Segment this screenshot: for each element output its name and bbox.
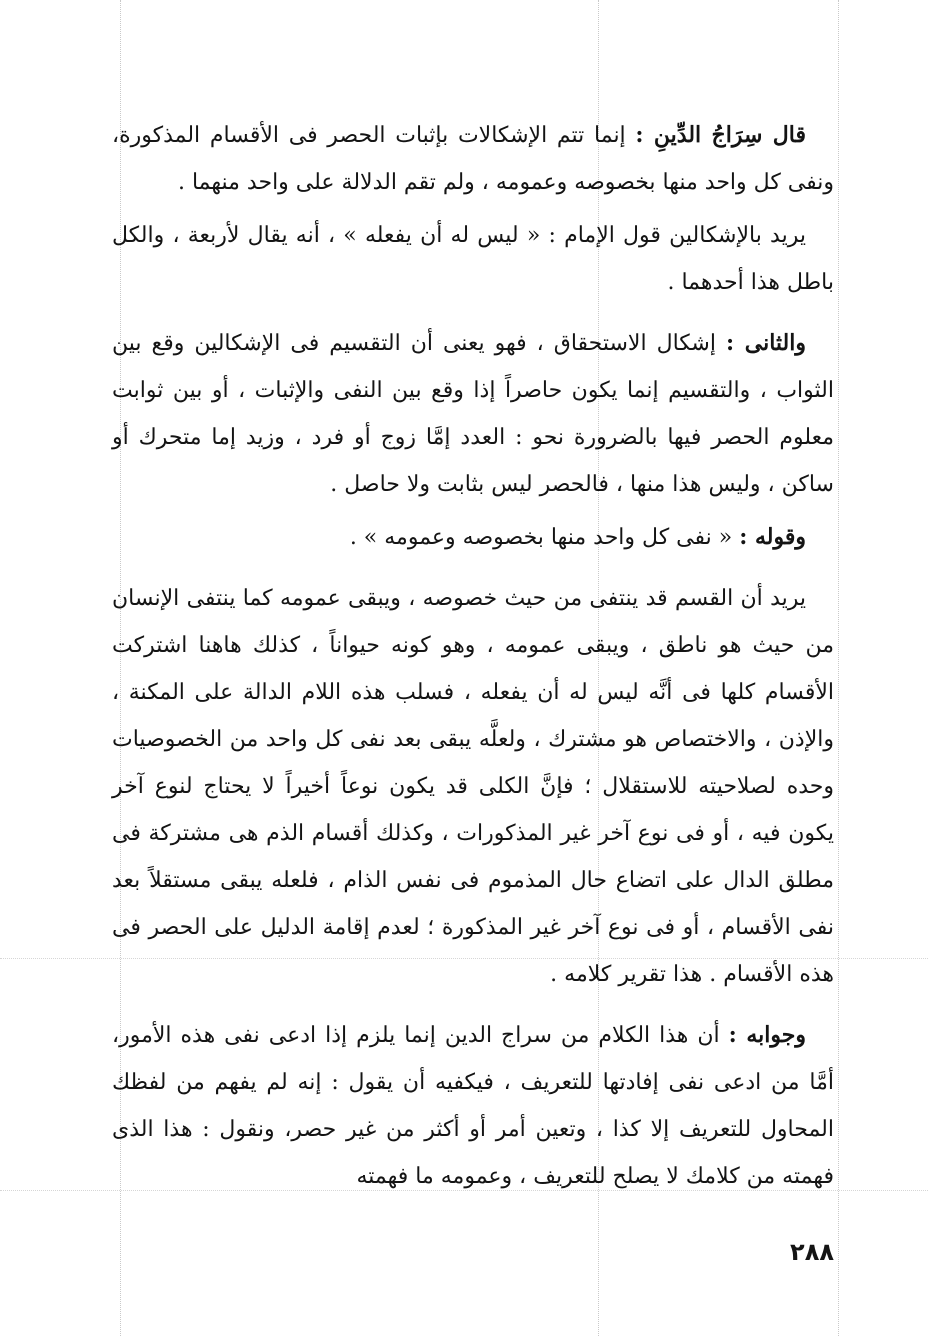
paragraph-text: أن هذا الكلام من سراج الدين إنما يلزم إذا ادعى نفى هذه الأمور، أمَّا من ادعى نفى إفادتها للتعريف ، فيكفيه أن يقول : إنه لم يفهم من لفظك المحاول للتعريف إلا كذا ، وتعين أمر أو أكثر من غير حصر، ونقول : هذا الذى فهمته من كلامك لا يصلح للتعريف ، وعمومه ما فهمته — [112, 1023, 834, 1189]
paragraph — [112, 320, 834, 508]
paragraph-text: إنما تتم الإشكالات بإثبات الحصر فى الأقسام المذكورة، ونفى كل واحد منها بخصوصه وعمومه ، ولم تقم الدلالة على واحد منهما . — [112, 123, 834, 195]
speaker-label: وقوله : — [739, 524, 806, 550]
paragraph — [112, 575, 834, 998]
page-number: ٢٨٨ — [790, 1238, 834, 1266]
speaker-label: والثانى : — [725, 330, 806, 356]
paragraph — [112, 514, 834, 561]
scan-guide-line — [838, 0, 839, 1336]
paragraph-text: « نفى كل واحد منها بخصوصه وعمومه » . — [349, 525, 733, 550]
paragraph-text: يريد أن القسم قد ينتفى من حيث خصوصه ، ويبقى عمومه كما ينتفى الإنسان من حيث هو ناطق ، ويبقى عمومه ، وهو كونه حيواناً ، كذلك هاهنا اشتركت الأقسام كلها فى أنَّه ليس له أن يفعله ، فسلب هذه اللام الدالة على المكنة ، والإذن ، والاختصاص هو مشترك ، ولعلَّه يبقى بعد نفى كل واحد من الخصوصيات وحده لصلاحيته للاستقلال ؛ فإنَّ الكلى قد يكون نوعاً أخيراً لا يحتاج لنوع آخر يكون فيه ، أو فى نوع آخر غير المذكورات ، وكذلك أقسام الذم هى مشتركة فى مطلق الدال على اتضاع حال المذموم فى نفس الذام ، فلعله يبقى مستقلاً بعد نفى الأقسام ، أو فى نوع آخر غير المذكورة ؛ لعدم إقامة الدليل على الحصر فى هذه الأقسام . هذا تقرير كلامه . — [112, 586, 835, 987]
paragraph-text: يريد بالإشكالين قول الإمام : « ليس له أن يفعله » ، أنه يقال لأربعة ، والكل باطل هذا أحدهما . — [112, 223, 834, 295]
speaker-label: قال سِرَاجُ الدِّينِ : — [635, 122, 807, 148]
body-text — [112, 112, 834, 1200]
paragraph — [112, 212, 834, 306]
paragraph — [112, 112, 834, 206]
paragraph — [112, 1012, 834, 1200]
paragraph-text: إشكال الاستحقاق ، فهو يعنى أن التقسيم فى الإشكالين وقع بين الثواب ، والتقسيم إنما يكون حاصراً إذا وقع بين النفى والإثبات ، أو بين ثوابت معلوم الحصر فيها بالضرورة نحو : العدد إمَّا زوج أو فرد ، وزيد إما متحرك أو ساكن ، وليس هذا منها ، فالحصر ليس بثابت ولا حاصل . — [112, 331, 834, 497]
speaker-label: وجوابه : — [728, 1022, 807, 1048]
